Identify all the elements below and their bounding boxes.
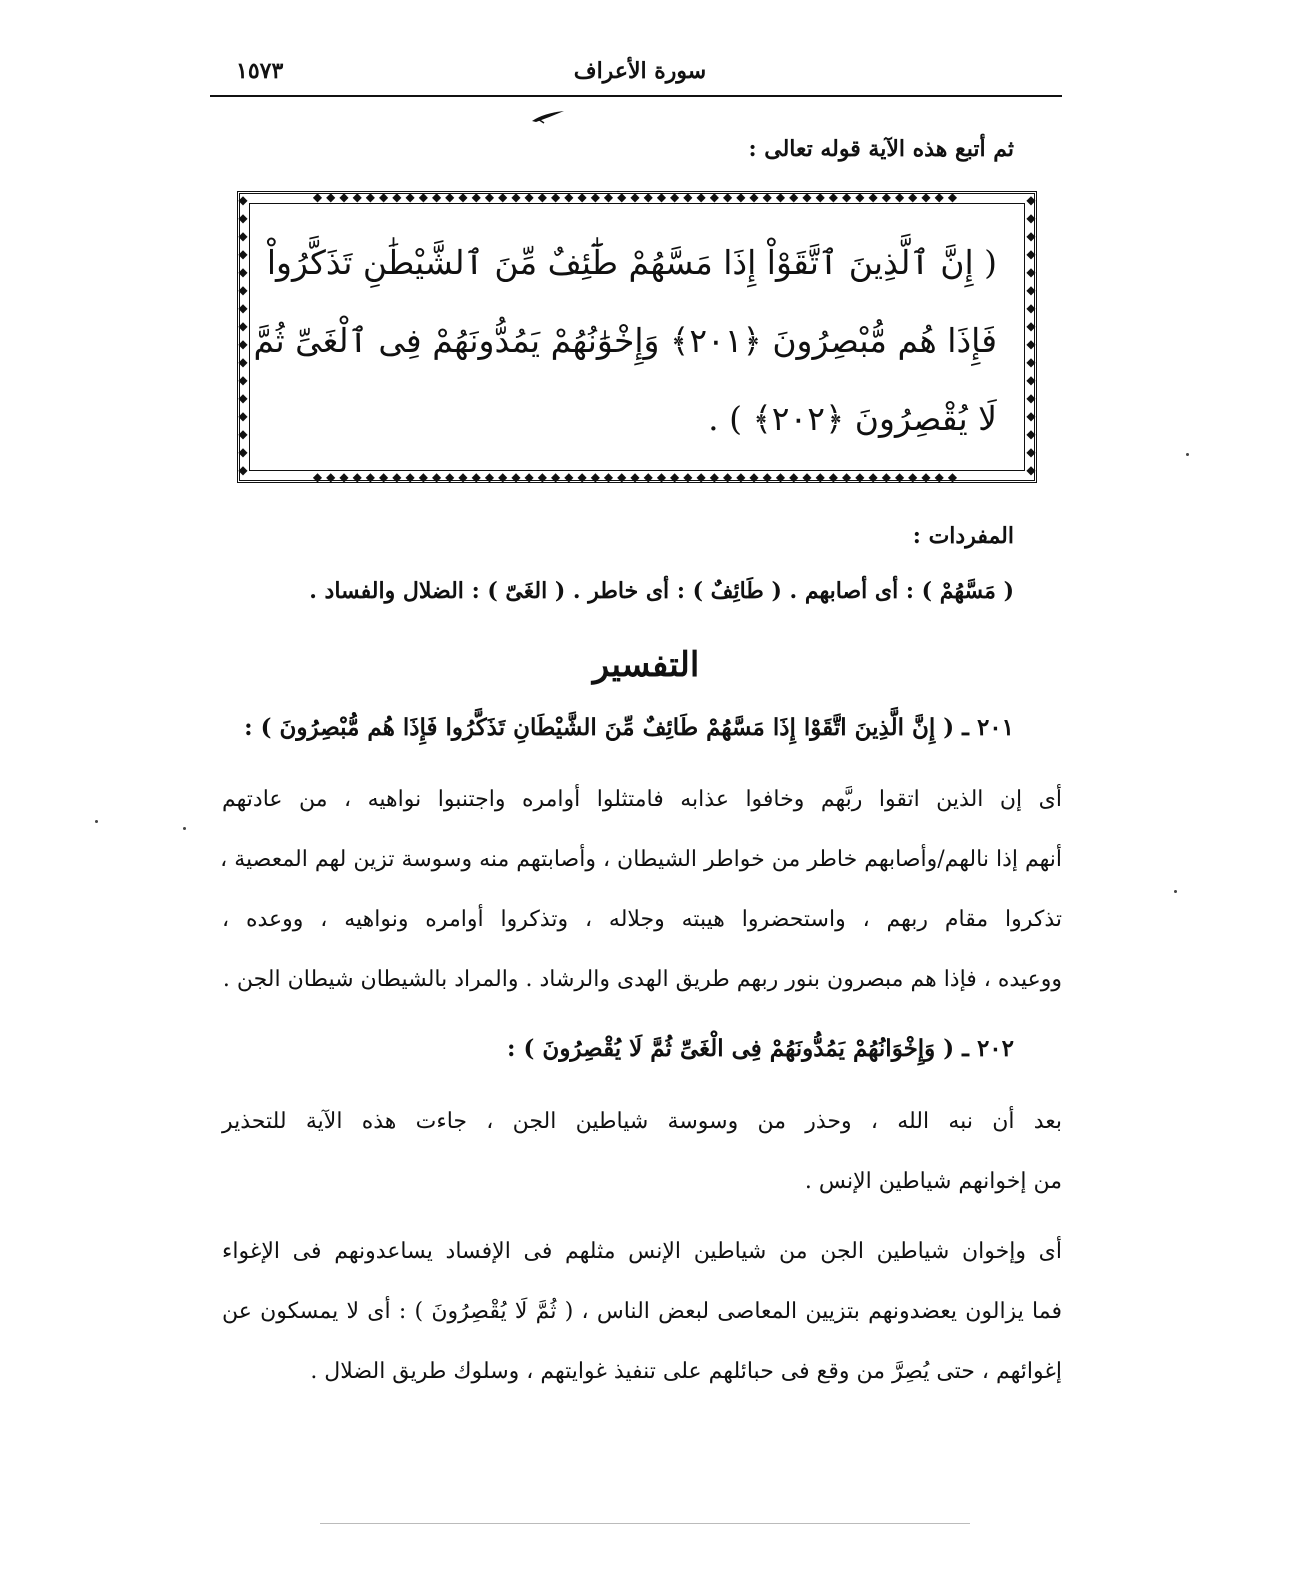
commentary-line: فما يزالون يعضدونهم بتزيين المعاصى لبعض الناس ، ( ثُمَّ لَا يُقْصِرُونَ ) : أى لا يمسكون عن	[222, 1299, 1062, 1324]
surah-title: سورة الأعراف	[573, 58, 707, 84]
header-divider	[210, 95, 1062, 97]
frame-diamond-border-bottom: ◆◆◆◆◆◆◆◆◆◆◆◆◆◆◆◆◆◆◆◆◆◆◆◆◆◆◆◆◆◆◆◆◆◆◆◆◆◆◆◆◆◆◆◆◆◆◆◆◆	[312, 470, 962, 484]
frame-diamond-border-right: ◆◆◆◆◆◆◆◆◆◆◆◆◆◆◆◆	[1026, 193, 1036, 477]
footer-scan-line	[320, 1523, 970, 1524]
commentary-line: إغوائهم ، حتى يُصِرَّ من وقع فى حبائلهم على تنفيذ غوايتهم ، وسلوك طريق الضلال .	[310, 1359, 1062, 1384]
vocabulary-title: المفردات :	[912, 523, 1014, 549]
verse-201-reference: ٢٠١ ـ ( إِنَّ الَّذِينَ اتَّقَوْا إِذَا مَسَّهُمْ طَائِفٌ مِّنَ الشَّيْطَانِ تَذَكَّرُوا فَإِذَا هُم مُّبْصِرُونَ ) :	[244, 714, 1014, 741]
commentary-line: ووعيده ، فإذا هم مبصرون بنور ربهم طريق الهدى والرشاد . والمراد بالشيطان شيطان الجن .	[222, 967, 1062, 992]
scan-speck	[95, 820, 98, 823]
quran-verse-box	[237, 191, 1037, 483]
quill-ornament-icon	[528, 106, 568, 131]
verse-202-commentary	[222, 1222, 1062, 1402]
page-number: ١٥٧٣	[236, 58, 284, 84]
vocabulary-line: ( مَسَّهُمْ ) : أى أصابهم . ( طَائِفٌ ) : أى خاطر . ( الغَىّ ) : الضلال والفساد .	[309, 578, 1014, 604]
scan-speck	[1186, 453, 1189, 456]
frame-diamond-border-left: ◆◆◆◆◆◆◆◆◆◆◆◆◆◆◆◆	[238, 193, 248, 477]
commentary-line: أى وإخوان شياطين الجن من شياطين الإنس مثلهم فى الإفساد يساعدونهم فى الإغواء	[222, 1239, 1062, 1264]
commentary-line: بعد أن نبه الله ، وحذر من وسوسة شياطين الجن ، جاءت هذه الآية للتحذير	[222, 1109, 1062, 1134]
quran-line-3: لَا يُقْصِرُونَ ﴿٢٠٢﴾ ) .	[708, 399, 997, 438]
scan-speck	[183, 827, 186, 830]
commentary-line: أى إن الذين اتقوا ربَّهم وخافوا عذابه فامتثلوا أوامره واجتنبوا نواهيه ، من عادتهم	[222, 787, 1062, 812]
verse-202-intro	[222, 1092, 1062, 1212]
commentary-line: تذكروا مقام ربهم ، واستحضروا هيبته وجلاله ، وتذكروا أوامره ونواهيه ، ووعده ،	[222, 907, 1062, 932]
quran-line-2: فَإِذَا هُم مُّبْصِرُونَ ﴿٢٠١﴾ وَإِخْوَٰنُهُمْ يَمُدُّونَهُمْ فِى ٱلْغَىِّ ثُمَّ	[253, 321, 997, 360]
intro-line: ثم أتبع هذه الآية قوله تعالى :	[748, 136, 1014, 162]
verse-201-commentary	[222, 770, 1062, 1010]
tafsir-heading: التفسير	[592, 645, 700, 685]
quran-line-1: ( إِنَّ ٱلَّذِينَ ٱتَّقَوْاْ إِذَا مَسَّهُمْ طَٰٓئِفٌ مِّنَ ٱلشَّيْطَٰنِ تَذَكَّرُواْ	[266, 243, 997, 282]
scan-speck	[1174, 890, 1177, 893]
verse-202-reference: ٢٠٢ ـ ( وَإِخْوَانُهُمْ يَمُدُّونَهُمْ فِى الْغَىِّ ثُمَّ لَا يُقْصِرُونَ ) :	[507, 1035, 1014, 1062]
commentary-line: أنهم إذا نالهم/وأصابهم خاطر من خواطر الشيطان ، وأصابتهم منه وسوسة تزين لهم المعصية ،	[220, 847, 1062, 872]
commentary-line: من إخوانهم شياطين الإنس .	[804, 1169, 1062, 1194]
frame-diamond-border-top: ◆◆◆◆◆◆◆◆◆◆◆◆◆◆◆◆◆◆◆◆◆◆◆◆◆◆◆◆◆◆◆◆◆◆◆◆◆◆◆◆◆◆◆◆◆◆◆◆◆	[312, 190, 962, 204]
